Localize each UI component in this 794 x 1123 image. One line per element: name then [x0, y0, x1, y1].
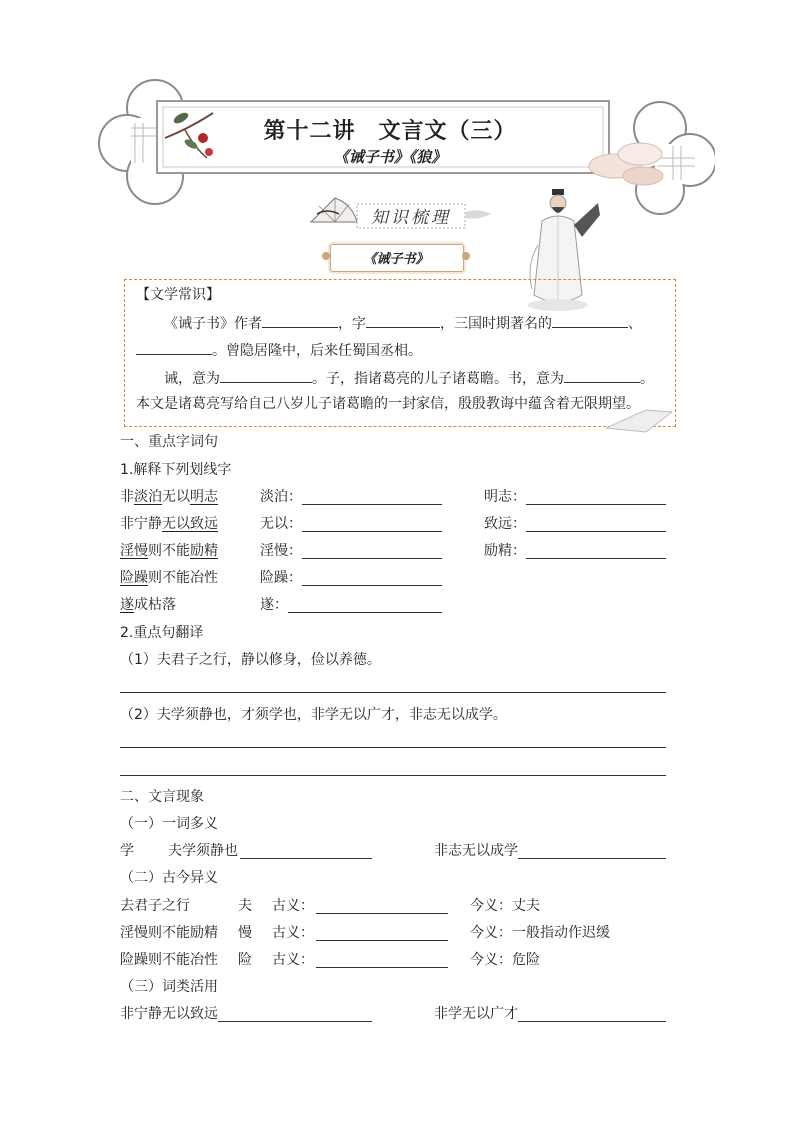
- literary-line-1: [164, 311, 642, 333]
- word-label: 明志：: [484, 489, 526, 505]
- answer-line[interactable]: [120, 747, 666, 748]
- part1-sub1: 1.解释下列划线字: [120, 462, 232, 478]
- literary-line-4: 本文是诸葛亮写给自己八岁儿子诸葛瞻的一封家信，殷殷教诲中蕴含着无限期望。: [136, 396, 640, 412]
- word-label: 致远：: [484, 516, 526, 532]
- literary-heading: 【文学常识】: [136, 287, 220, 303]
- word-label: 无以：: [260, 516, 302, 532]
- translation-question-1: （1）夫君子之行，静以修身，俭以养德。: [120, 652, 381, 668]
- underlined-word: 励精: [190, 543, 218, 559]
- fan-icon: [311, 198, 357, 222]
- phrase-text: 则不能冶性: [148, 570, 218, 586]
- identity-blank-1[interactable]: [552, 311, 628, 328]
- answer-blank[interactable]: [302, 515, 442, 532]
- answer-blank[interactable]: [218, 1005, 372, 1022]
- identity-blank-2[interactable]: [136, 338, 212, 355]
- usage-phrase: 非学无以广才: [434, 1006, 518, 1022]
- part2-heading: 二、文言现象: [120, 789, 204, 805]
- courtesy-name-blank[interactable]: [366, 311, 440, 328]
- part1-heading: 一、重点字词句: [120, 434, 218, 450]
- word-label: 励精：: [484, 543, 526, 559]
- part2-sub3: （三）词类活用: [120, 979, 218, 995]
- answer-blank[interactable]: [316, 951, 448, 968]
- word-label: 遂：: [260, 597, 288, 613]
- answer-blank[interactable]: [302, 542, 442, 559]
- answer-blank[interactable]: [316, 897, 448, 914]
- literary-text: ，三国时期著名的: [440, 316, 552, 332]
- literary-text: 。曾隐居隆中，后来任蜀国丞相。: [212, 343, 422, 359]
- ancient-phrase: 去君子之行: [120, 898, 190, 914]
- underlined-word: 险躁: [120, 570, 148, 586]
- modern-meaning: 今义：丈夫: [470, 898, 540, 914]
- underlined-word: 淡泊: [134, 489, 162, 505]
- phrase-text: 非: [120, 489, 134, 505]
- answer-line[interactable]: [120, 692, 666, 693]
- answer-blank[interactable]: [240, 842, 372, 859]
- shu-meaning-blank[interactable]: [564, 366, 640, 383]
- phrase-text: 成枯落: [134, 597, 176, 613]
- underlined-word: 无以: [162, 516, 190, 532]
- answer-blank[interactable]: [518, 1005, 666, 1022]
- phrase-text: 则不能: [148, 543, 190, 559]
- knowledge-banner-label: 知识梳理: [371, 208, 451, 228]
- answer-blank[interactable]: [288, 596, 442, 613]
- ancient-phrase: 险躁则不能冶性: [120, 952, 218, 968]
- literary-text: 《诫子书》作者: [164, 316, 262, 332]
- literary-text: 、: [628, 316, 642, 332]
- ancient-word: 慢: [238, 925, 252, 941]
- answer-blank[interactable]: [302, 569, 442, 586]
- literary-text: ，字: [338, 316, 366, 332]
- answer-blank[interactable]: [316, 924, 448, 941]
- answer-blank[interactable]: [526, 542, 666, 559]
- ancient-phrase: 淫慢则不能励精: [120, 925, 218, 941]
- modern-meaning: 今义：一般指动作迟缓: [470, 925, 610, 941]
- answer-line[interactable]: [120, 775, 666, 776]
- literary-line-2: [136, 338, 422, 360]
- underlined-word: 遂: [120, 597, 134, 613]
- ancient-label: 古义：: [272, 898, 314, 914]
- modern-meaning: 今义：危险: [470, 952, 540, 968]
- ancient-word: 夫: [238, 898, 252, 914]
- ancient-label: 古义：: [272, 952, 314, 968]
- answer-blank[interactable]: [302, 488, 442, 505]
- literary-line-3: [164, 366, 654, 388]
- page-subtitle: 《诫子书》《狼》: [333, 148, 447, 166]
- phrase-text: 无以: [162, 489, 190, 505]
- underlined-word: 淫慢: [120, 543, 148, 559]
- word-label: 险躁：: [260, 570, 302, 586]
- literary-text: 。: [640, 371, 654, 387]
- answer-blank[interactable]: [526, 488, 666, 505]
- underlined-word: 致远: [190, 516, 218, 532]
- ancient-word: 险: [238, 952, 252, 968]
- word-label: 淡泊：: [260, 489, 302, 505]
- page-title: 第十二讲 文言文（三）: [263, 118, 517, 144]
- polysemy-phrase: 非志无以成学: [434, 843, 518, 859]
- jie-meaning-blank[interactable]: [220, 366, 312, 383]
- polysemy-phrase: 夫学须静也: [168, 843, 238, 859]
- part2-sub1: （一）一词多义: [120, 816, 218, 832]
- literary-text: 。子，指诸葛亮的儿子诸葛瞻。书，意为: [312, 371, 564, 387]
- literary-text: 诫，意为: [164, 371, 220, 387]
- author-blank[interactable]: [262, 311, 338, 328]
- section-title: 《诫子书》: [363, 252, 429, 267]
- answer-blank[interactable]: [518, 842, 666, 859]
- polysemy-word: 学: [120, 843, 134, 859]
- phrase-text: 非宁静: [120, 516, 162, 532]
- part2-sub2: （二）古今异义: [120, 870, 218, 886]
- part1-sub2: 2.重点句翻译: [120, 625, 204, 641]
- usage-phrase: 非宁静无以致远: [120, 1006, 218, 1022]
- answer-blank[interactable]: [526, 515, 666, 532]
- ancient-label: 古义：: [272, 925, 314, 941]
- plaque-knob-right-icon: [462, 252, 470, 260]
- plaque-knob-left-icon: [322, 252, 330, 260]
- underlined-word: 明志: [190, 489, 218, 505]
- word-label: 淫慢：: [260, 543, 302, 559]
- translation-question-2: （2）夫学须静也，才须学也，非学无以广才，非志无以成学。: [120, 707, 507, 723]
